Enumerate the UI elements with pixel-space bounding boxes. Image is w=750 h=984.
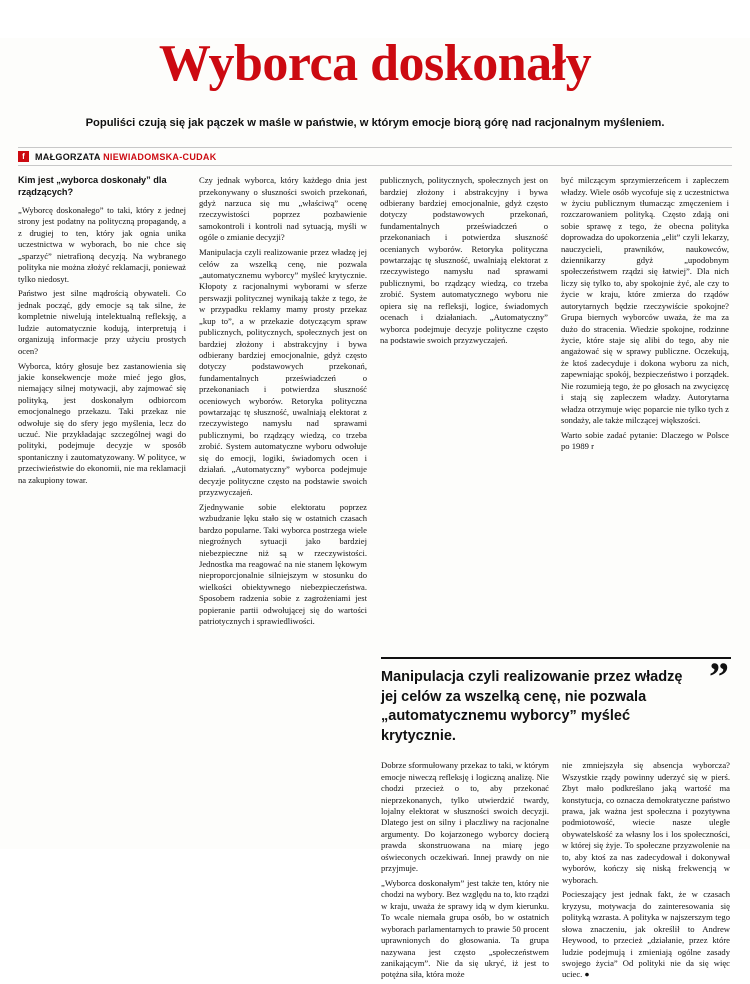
paragraph: „Wyborca doskonałym” jest także ten, który nie chodzi na wybory. Bez względu na to, kto rządzi w kraju, uważa że sprawy idą w dym kierunku. To wcale niemała grupa osób, bo w ostatnich wyborach parlamentarnych to prawie 50 procent uprawnionych do głosowania. Ta grupa nazywana jest często „społeczeństwem zanikającym”. Nie da się ukryć, iż jest to potężna siła, która może — [381, 878, 549, 980]
paragraph: Warto sobie zadać pytanie: Dlaczego w Polsce po 1989 r — [561, 429, 729, 452]
author-first-name: MAŁGORZATA — [35, 151, 104, 162]
lower-column-2 — [562, 760, 730, 984]
pullquote-area — [381, 643, 731, 984]
paragraph: „Wyborcę doskonałego” to taki, który z jednej strony jest podatny na polityczną propagandę, a z drugiej to ten, który jak ognia unika uczestnictwa w wyborach, bo nie chce się „sparzyć” nietrafioną decyzją. Na wybranego polityka nie można złożyć reklamacji, ponieważ tylko niedosyt. — [18, 205, 186, 284]
paragraph: publicznych, politycznych, społecznych jest on bardziej złożony i abstrakcyjny i bywa odbierany bardziej emocjonalnie, gdyż często dotyczy podstawowych przekonań, fundamentalnych przeświadczeń o przekonaniach i potwierdza słuszność ocenianych wyborów. Retoryka polityczna powtarzając tę słuszność, uwalniają elektorat z rzeczywistego namysłu nad sprawami publicznymi, bo rządzący wiedzą, co trzeba zrobić. System automatycznego wyboru nie opiera się na refleksji, logice, świadomych ocenach i działaniach. „Automatyczny” wyborca podejmuje decyzje polityczne często na podstawie swoich przyzwyczajeń. — [380, 175, 548, 346]
column-4 — [561, 175, 729, 631]
author-mark-icon: f — [18, 151, 29, 162]
article-body-top — [18, 175, 732, 631]
lower-spacer — [18, 643, 368, 984]
paragraph: Państwo jest silne mądrością obywateli. Co jednak począć, gdy emocje są tak silne, że kompletnie niwelują intelektualną refleksję, a ludzie automatycznie kodują, interpretują i organizują informacje przy użyciu prostych ocen? — [18, 288, 186, 356]
lower-column-1 — [381, 760, 549, 984]
pullquote — [381, 654, 731, 746]
paragraph: Dobrze sformułowany przekaz to taki, w którym emocje niweczą refleksję i logiczną analizę. Nie chodzi przecież o to, aby przekonać nieprzekonanych, tylko utwierdzić twardy, lojalny elektorat w słuszności swoich decyzji. Dlatego jest on silny i płaczliwy na racjonalne argumenty. Do kojarzonego wyborcy docierą prawda skonstruowana na miarę jego oświeconych oczekiwań. Innej prawdy on nie przyjmuje. — [381, 760, 549, 874]
paragraph: być milczącym sprzymierzeńcem i zapleczem władzy. Wiele osób wycofuje się z uczestnictwa w życiu publicznym tłumacząc zmęczeniem i rozczarowaniem polityką. Często zdają oni sobie sprawę z tego, że obecna polityka doprowadza do upokorzenia „elit” czyli lekarzy, nauczycieli, prawników, naukowców, dziennikarzy gdyż „upodobnym społeczeństwem rządzi się łatwiej”. Dla nich liczy się tylko to, aby spokojnie żyć, ale czy to życie w kraju, które zmierza do rządów autorytarnych będzie rzeczywiście spokojne? Grupa biernych wyborców uważa, że ma za dużo do stracenia. Wiedzie spokojne, rodzinne życie, które staje się alibi do tego, aby nie angażować się w sprawy publiczne. Oczekują, że ktoś zadecyduje i dokona wyboru za nich, zapewniając spokój, bezpieczeństwo i porządek. Nie rozumieją tego, że po głosach na zwycięzcę i stają się zapleczem władzy. Autorytarna władza otrzymuje więc poparcie nie tylko tych z sondaży, ale także milczącej większości. — [561, 175, 729, 425]
byline — [18, 147, 732, 166]
paragraph: Wyborca, który głosuje bez zastanowienia się jakie konsekwencje może mieć jego głos, niemający silnej motywacji, aby zajmować się polityką, jest doskonałym odbiorcom emocjonalnego przekazu. Taki przekaz nie odwołuje się do sfery jego myślenia, lecz do uczuć. Nie przykładając szczególnej wagi do polityki, podejmuje decyzje w sposób spontaniczny i zautomatyzowany. W polityce, w przeciwieństwie do ekonomii, nie ma reklamacji na zakupiony towar. — [18, 360, 186, 485]
article-body-bottom — [18, 643, 732, 984]
quote-mark-icon: ” — [709, 654, 729, 700]
author-name — [35, 152, 217, 162]
paragraph: Czy jednak wyborca, który każdego dnia jest przekonywany o słuszności swoich przekonań, gdyż narzuca się mu „właściwą” ocenę rzeczywistości poprzez pozbawienie samokontroli i kontroli nad sytuacją, myśli w ogóle o zmianie decyzji? — [199, 175, 367, 243]
column-2 — [199, 175, 367, 631]
paragraph: Manipulacja czyli realizowanie przez władzę jej celów za wszelką cenę, nie pozwala „automatycznemu wyborcy” myśleć krytycznie. Kłopoty z racjonalnymi wyborami w sferze perswazji politycznej wynikają także z tego, że w przypadku reklamy mamy prosty przekaz „kup to”, a w przekazie dotyczącym spraw publicznych, politycznych, społecznych jest on bardziej złożony i abstrakcyjny i bywa odbierany bardziej emocjonalnie, gdyż często dotyczy podstawowych przekonań, fundamentalnych przeświadczeń o przekonaniach i potwierdza słuszność oceniowych wyborów. Retoryka polityczna powtarzając tę słuszność, uwalniają elektorat z rzeczywistego namysłu nad sprawami publicznymi, bo rządzący wiedzą, co trzeba zrobić. System automatyczne wyboru odwołuje się do emocji, logiki, świadomych ocen i działań. „Automatyczny” wyborca podejmuje decyzje polityczne często na podstawie swoich przyzwyczajeń. — [199, 247, 367, 497]
section-kicker: Kim jest „wyborca doskonały” dla rządzących? — [18, 175, 167, 198]
column-3 — [380, 175, 548, 631]
paragraph: Zjednywanie sobie elektoratu poprzez wzbudzanie lęku stało się w ostatnich czasach bardzo popularne. Taki wyborca postrzega wiele niegroźnych sytuacji jako bardziej niebezpieczne niż są w rzeczywistości. Jednostka ma reagować na nie stanem lękowym nieproporcjonalnie silniejszym w stosunku do wielkości obiektywnego niebezpieczeństwa. Sposobem radzenia sobie z zagrożeniami jest popieranie partii odwołującej się do wartości patriotycznych i sprawiedliwości. — [199, 501, 367, 627]
paragraph: nie zmniejszyła się absencja wyborcza? Wszystkie rządy powinny uderzyć się w pierś. Zbyt mało podkreślano jaką wartość ma konstytucja, co oznacza demokratyczne państwo prawa, jak ważna jest społeczna i pozytywna podmiotowość, wiecie nasze uległe obywatelskość za własny los i los społeczności, w której się żyje. To społeczne przyzwolenie na to, aby ktoś za nas zadecydował i dokonywał wyborów, kończy się niską frekwencją w wyborach. — [562, 760, 730, 885]
page-title: Wyborca doskonały — [158, 35, 592, 92]
article-page — [0, 35, 750, 980]
paragraph: Pocieszający jest jednak fakt, że w czasach kryzysu, motywacja do zainteresowania się polityką wzrasta. A polityka w najszerszym tego słowa znaczeniu, jak określił to Andrew Heywood, to przecież „działanie, przez które ludzie podejmują i zmieniają ogólne zasady swojego życia” Od polityki nie da się więc uciec. ● — [562, 889, 730, 980]
article-deck: Populiści czują się jak pączek w maśle w państwie, w którym emocje biorą górę nad racjonalnym myśleniem. — [85, 117, 665, 129]
pullquote-text: Manipulacja czyli realizowanie przez władzę jej celów za wszelką cenę, nie pozwala „automatycznemu wyborcy” myśleć krytycznie. — [381, 669, 683, 744]
author-last-name: NIEWIADOMSKA-CUDAK — [103, 151, 217, 162]
column-1 — [18, 175, 186, 631]
